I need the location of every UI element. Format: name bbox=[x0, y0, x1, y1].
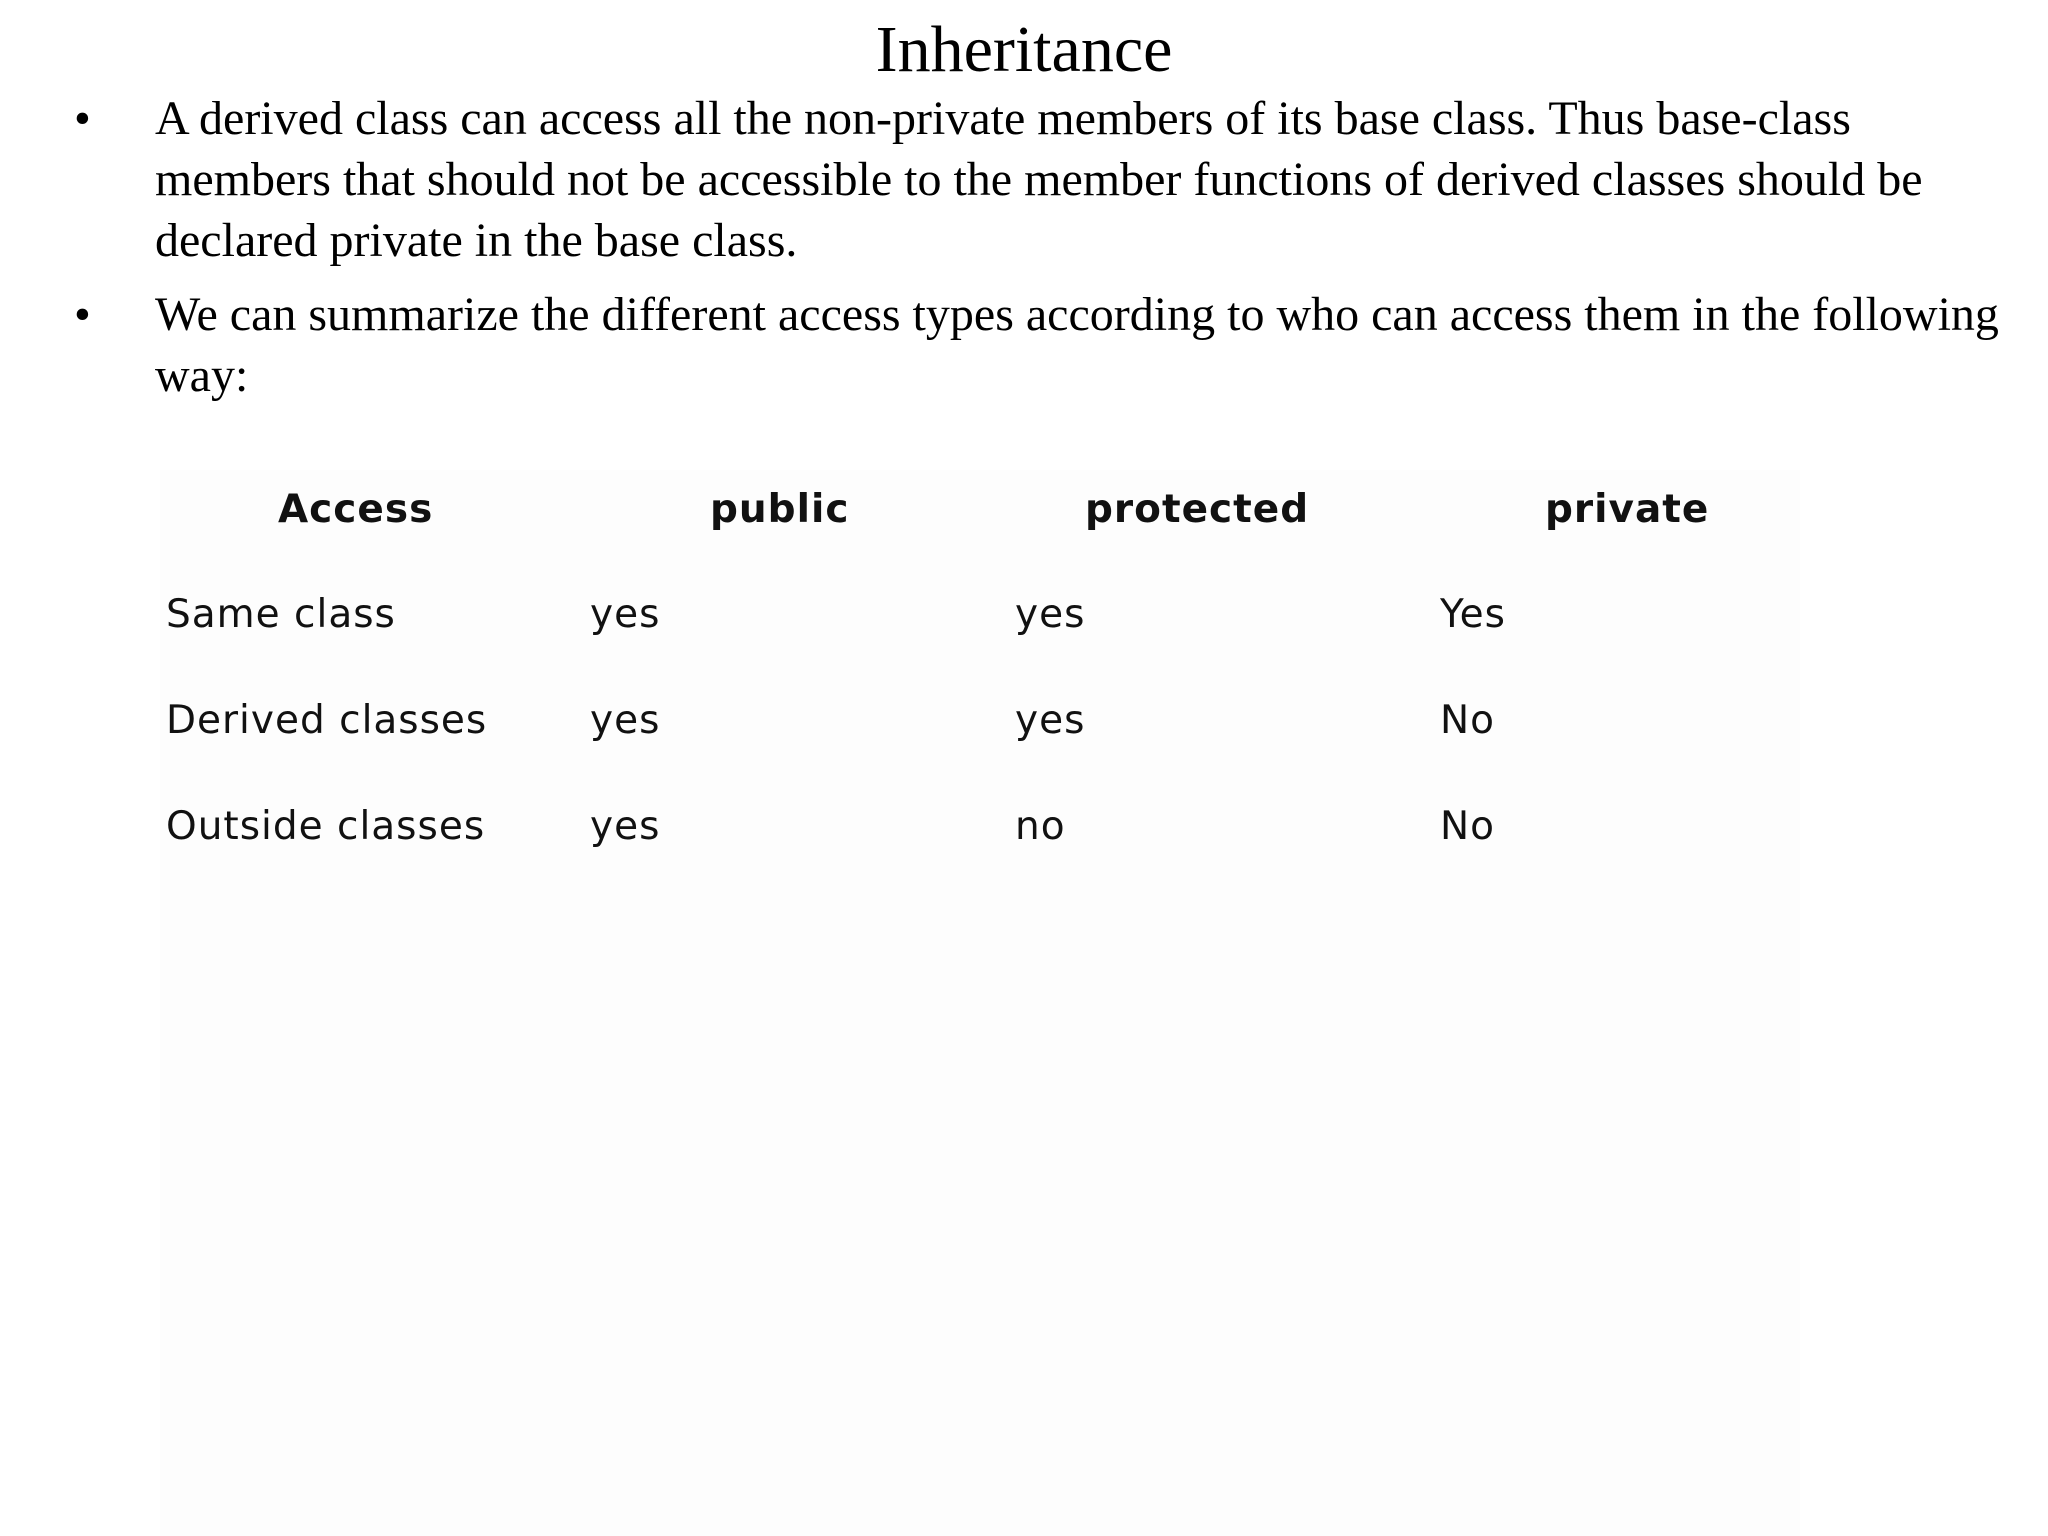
table-cell-row-label: Outside classes bbox=[166, 804, 486, 849]
bullet-text: We can summarize the different access types according to who can access them in the following way: bbox=[155, 288, 1999, 402]
bullet-item bbox=[0, 284, 2048, 406]
table-header-private: private bbox=[1545, 487, 1710, 532]
table-cell-public: yes bbox=[590, 592, 661, 637]
table-cell-private: No bbox=[1440, 804, 1496, 849]
table-cell-row-label: Derived classes bbox=[166, 698, 488, 743]
table-cell-protected: yes bbox=[1015, 592, 1086, 637]
bullet-icon: • bbox=[74, 288, 91, 341]
bullet-text: A derived class can access all the non-private members of its base class. Thus base-class members that should not be accessible to the member functions of derived classes should be declared private in the base class. bbox=[155, 92, 1923, 267]
access-table-figure bbox=[160, 470, 1800, 1536]
bullet-item bbox=[0, 88, 2048, 271]
bullet-icon: • bbox=[74, 92, 91, 145]
table-cell-row-label: Same class bbox=[166, 592, 396, 637]
table-cell-protected: yes bbox=[1015, 698, 1086, 743]
slide-title: Inheritance bbox=[875, 13, 1173, 86]
table-cell-public: yes bbox=[590, 698, 661, 743]
table-cell-protected: no bbox=[1015, 804, 1066, 849]
table-header-protected: protected bbox=[1085, 487, 1310, 532]
table-header-access: Access bbox=[278, 487, 434, 532]
bullet-list bbox=[0, 88, 2048, 406]
table-cell-private: Yes bbox=[1440, 592, 1506, 637]
table-cell-public: yes bbox=[590, 804, 661, 849]
table-header-public: public bbox=[710, 487, 850, 532]
table-cell-private: No bbox=[1440, 698, 1496, 743]
